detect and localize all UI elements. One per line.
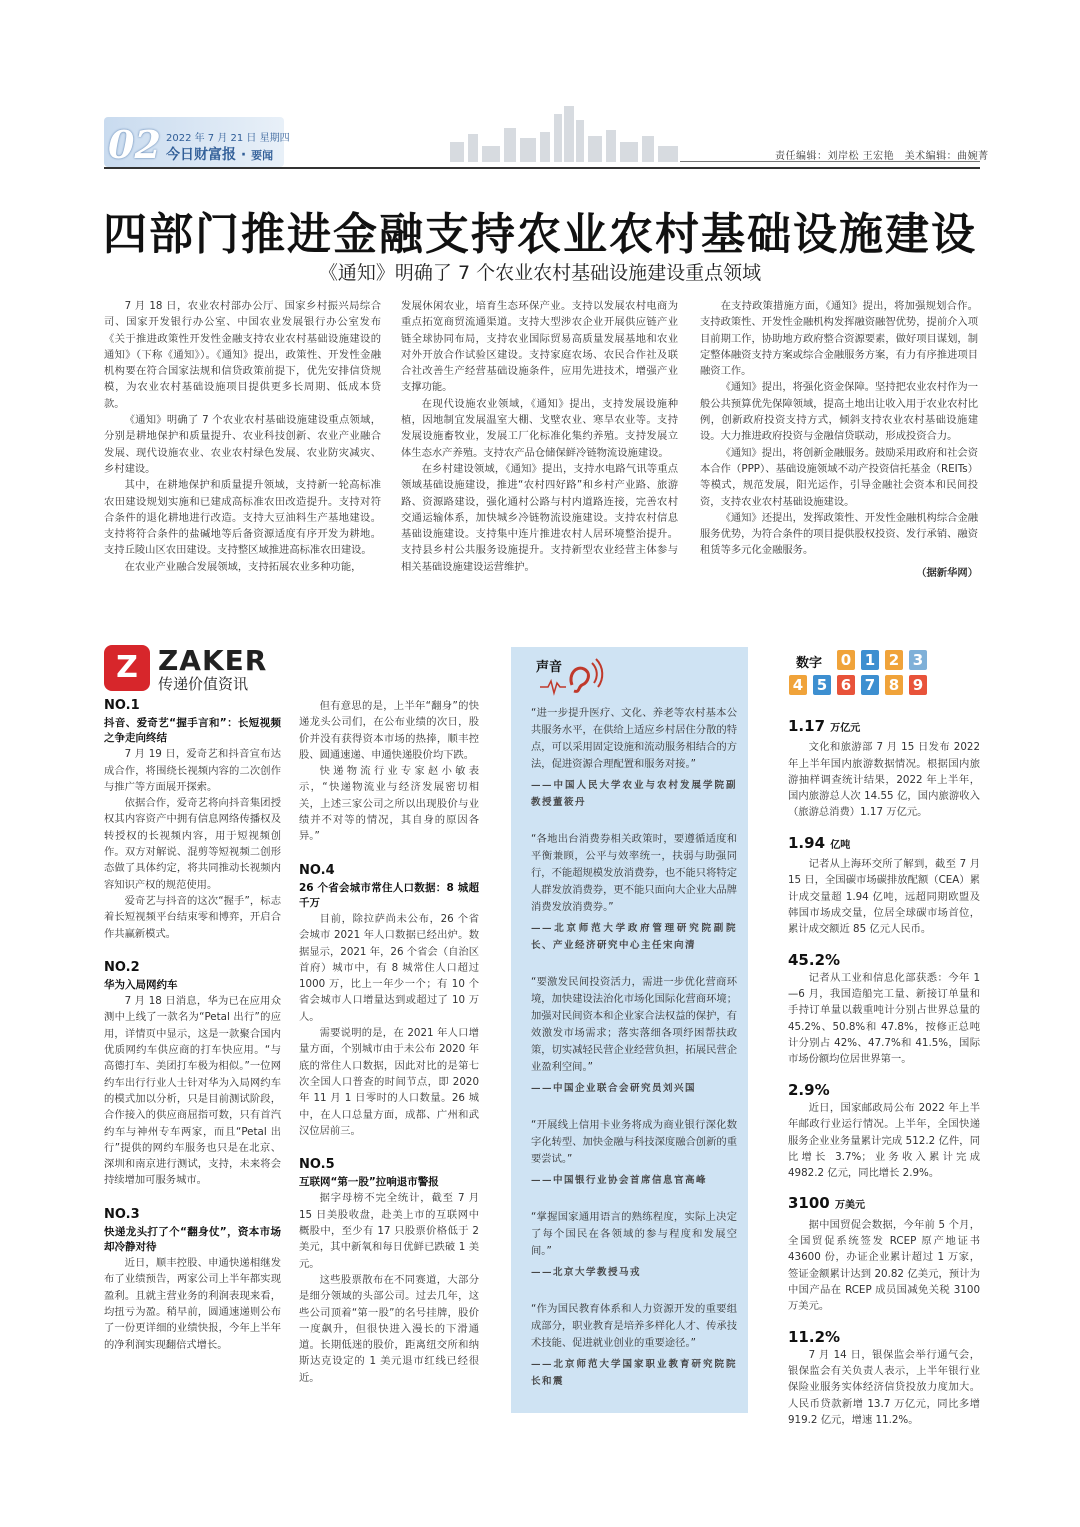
news-title: 快递龙头打了个“翻身仗”，资本市场却冷静对待 <box>104 1226 281 1254</box>
voice-quotes <box>531 705 737 1410</box>
section-name: 要闻 <box>251 149 274 162</box>
digit-tile: 3 <box>909 650 927 670</box>
number-figure: 2.9% <box>788 1080 830 1099</box>
paragraph: 《通知》提出，将创新金融服务。鼓励采用政府和社会资本合作（PPP）、基础设施领域不动产投资信托基金（REITs）等模式，规范发展，阳光运作，引导金融社会资本和民间投资，支持农业农村基础设施建设。 <box>700 446 979 508</box>
news-title: 互联网“第一股”拉响退市警报 <box>299 1176 439 1189</box>
digit-tile: 4 <box>789 675 807 695</box>
number-unit: 万亿元 <box>830 723 861 734</box>
quote-text: “掌握国家通用语言的熟练程度，实际上决定了每个国民在各领域的参与程度和发展空间。” <box>531 1211 737 1257</box>
quote-text: “开展线上信用卡业务将成为商业银行深化数字化转型、加快金融与科技深度融合创新的重要尝试。” <box>531 1119 737 1165</box>
number-text: 7 月 14 日，银保监会举行通气会，银保监会有关负责人表示，上半年银行业保险业服务实体经济信贷投放力度加大。人民币贷款新增 13.7 万亿元，同比多增 919.2 亿元，增速 11.2%。 <box>788 1348 980 1426</box>
news-paragraph: 快递物流行业专家赵小敏表示，“快递物流业与经济发展密切相关，上述三家公司之所以出现股价与业绩并不对等的情况，其自身的原因各异。” <box>299 765 479 843</box>
news-paragraph: 目前，除拉萨尚未公布，26 个省会城市 2021 年人口数据已经出炉。数据显示，2021 年，26 个省会（自治区首府）城市中，有 8 城常住人口超过 1000 万，比上一年少一个；有 10 个省会城市人口增量达到或超过了 10 万人。 <box>299 912 479 1023</box>
digit-tile: 9 <box>909 675 927 695</box>
number-value <box>788 835 980 854</box>
number-value <box>788 952 980 968</box>
header-rule <box>104 167 980 169</box>
page-number: 02 <box>108 122 161 167</box>
number-value <box>788 1195 980 1214</box>
digit-tile: 7 <box>861 675 879 695</box>
article-column-2 <box>401 298 678 575</box>
zaker-name: ZAKER <box>158 644 268 677</box>
quote-author: ——中国企业联合会研究员刘兴国 <box>531 1083 697 1094</box>
digit-tile: 0 <box>837 650 855 670</box>
paper-title: 今日财富报 <box>166 147 236 163</box>
digit-tile: 5 <box>813 675 831 695</box>
news-paragraph: 7 月 18 日消息，华为已在应用众测中上线了一款名为“Petal 出行”的应用，详情页中显示，这是一款聚合国内优质网约车供应商的打车快应用。“与高德打车、美团打车极为相似。”一位网约车出行行业人士针对华为入局网约车的模式加以分析，只是目前测试阶段，合作接入的供应商屈指可数，只有首汽约车与神州专车两家，而且“Petal 出行”提供的网约车服务也只是在北京、深圳和南京进行测试，支持，未来将会持续增加可服务城市。 <box>104 995 281 1187</box>
paragraph: 发展休闲农业，培育生态环保产业。支持以发展农村电商为重点拓宽商贸流通渠道。支持大型涉农企业开展供应链产业链全球协同布局，支持农业国际贸易高质量发展基地和农业对外开放合作试验区建设。支持家庭农场、农民合作社及联合社改善生产经营基础设施条件，应用先进技术，增强产业支撑功能。 <box>401 300 678 394</box>
number-value <box>788 718 980 737</box>
number-figure: 1.94 <box>788 833 826 852</box>
zaker-slogan: 传递价值资讯 <box>158 675 249 693</box>
quote-text: “要激发民间投资活力，需进一步优化营商环境，加快建设法治化市场化国际化营商环境；加强对民间资本和企业家合法权益的保护，有效激发市场需求；落实落细各项纾困帮扶政策，切实减轻民营企业经营负担，拓展民营企业盈利空间。” <box>531 976 737 1073</box>
numbers-list <box>788 712 980 1428</box>
paper-name: 今日财富报 · 要闻 <box>166 147 274 163</box>
news-paragraph: 爱奇艺与抖音的这次“握手”，标志着长短视频平台结束零和博弈，开启合作共赢新模式。 <box>104 894 281 940</box>
news-number: NO.4 <box>299 862 335 878</box>
paragraph: 《通知》提出，将强化资金保障。坚持把农业农村作为一般公共预算优先保障领域，提高土地出让收入用于农业农村比例，创新政府投资支持方式，倾斜支持农业农村基础设施建设。大力推进政府投资与金融信贷联动，形成投资合力。 <box>700 381 979 443</box>
news-paragraph: 依据合作，爱奇艺将向抖音集团授权其内容资产中拥有信息网络传播权及转授权的长视频内容，用于短视频创作。双方对解说、混剪等短视频二创形态做了具体约定，将共同推动长视频内容知识产权的规范使用。 <box>104 797 281 891</box>
news-number: NO.1 <box>104 698 140 713</box>
news-title: 26 个省会城市常住人口数据：8 城超千万 <box>299 881 479 909</box>
number-text: 记者从上海环交所了解到，截至 7 月 15 日，全国碳市场碳排放配额（CEA）累计成交量超 1.94 亿吨，远超同期欧盟及韩国市场成交量，位居全球碳市场首位，累计成交额近 85 亿元人民币。 <box>788 858 980 936</box>
number-value <box>788 1082 980 1098</box>
number-text: 记者从工业和信息化部获悉：今年 1—6 月，我国造船完工量、新接订单量和手持订单量以载重吨计分别占世界总量的 45.2%、50.8%和 47.8%，按修正总吨计分别占 42%、47.7%和 41.5%，国际市场份额均位居世界第一。 <box>788 971 980 1066</box>
news-title: 抖音、爱奇艺“握手言和”：长短视频之争走向终结 <box>104 717 281 745</box>
paragraph: 在农业产业融合发展领域，支持拓展农业多种功能， <box>124 560 362 573</box>
news-paragraph: 这些股票散布在不同赛道，大部分是细分领域的头部公司。过去几年，这些公司顶着“第一股”的名号挂牌，股价一度飙升，但很快进入漫长的下滑通道。长期低迷的股价，距离纽交所和纳斯达克设定的 1 美元退市红线已经很近。 <box>299 1273 479 1384</box>
article-column-3 <box>700 298 978 581</box>
news-paragraph: 近日，顺丰控股、申通快递相继发布了业绩预告，两家公司上半年都实现盈利。且就主营业务的利润表现来看，均扭亏为盈。稍早前，圆通速递则公布了一份更详细的业绩快报，今年上半年的净利润实现翻倍式增长。 <box>104 1257 281 1351</box>
number-unit: 万美元 <box>834 1200 865 1212</box>
digit-tile: 8 <box>885 675 903 695</box>
digit-tile: 2 <box>885 650 903 670</box>
zaker-logo-icon: Z <box>104 645 150 691</box>
paragraph: 7 月 18 日，农业农村部办公厅、国家乡村振兴局综合司、国家开发银行办公室、中国农业发展银行办公室发布《关于推进政策性开发性金融支持农业农村基础设施建设的通知》（下称《通知》）。《通知》提出，政策性、开发性金融机构要在符合国家法规和信贷政策前提下，优先安排信贷规模，为农业农村基础设施项目提供更多长周期、低成本贷款。 <box>104 300 381 410</box>
quote-author: ——北京师范大学政府管理研究院副院长、产业经济研究中心主任宋向清 <box>531 923 737 951</box>
article-subheadline: 《通知》明确了 7 个农业农村基础设施建设重点领域 <box>318 262 762 284</box>
number-text: 近日，国家邮政局公布 2022 年上半年邮政行业运行情况。上半年，全国快递服务企业业务量累计完成 512.2 亿件，同比增长 3.7%；业务收入累计完成 4982.2 亿元，同比增长 2.9%。 <box>788 1101 980 1180</box>
number-value <box>788 1329 980 1345</box>
news-paragraph: 但有意思的是，上半年“翻身”的快递龙头公司们，在公布业绩的次日，股价并没有获得资本市场的热捧，顺丰控股、圆通速递、申通快递股价均下跌。 <box>299 700 479 761</box>
issue-date: 2022 年 7 月 21 日 星期四 <box>166 133 290 144</box>
news-title: 华为入局网约车 <box>104 979 178 992</box>
quote-text: “进一步提升医疗、文化、养老等农村基本公共服务水平，在供给上适应乡村居住分散的特点，可以采用固定设施和流动服务相结合的方法，促进资源合理配置和服务对接。” <box>531 707 737 770</box>
news-paragraph: 据字母榜不完全统计，截至 7 月 15 日美股收盘，赴美上市的互联网中概股中，至少有 17 只股票价格低于 2 美元，其中新氧和每日优鲜已跌破 1 美元。 <box>299 1192 479 1270</box>
number-text: 据中国贸促会数据，今年前 5 个月，全国贸促系统签发 RCEP 原产地证书 43600 份，办证企业累计超过 1 万家，签证金额累计达到 20.82 亿美元，预计为中国产品在 RCEP 成员国减免关税 3100 万美元。 <box>788 1218 980 1313</box>
number-figure: 1.17 <box>788 717 826 735</box>
skyline-illustration <box>440 102 690 162</box>
news-paragraph: 需要说明的是，在 2021 年人口增量方面，个别城市由于未公布 2020 年底的常住人口数据，因此对比的是第七次全国人口普查的时间节点，即 2020 年 11 月 1 日零时的人口数量。26 城中，在人口总量方面，成都、广州和武汉位居前三。 <box>299 1027 479 1137</box>
paragraph: 在现代设施农业领域，《通知》提出，支持发展设施种植，因地制宜发展温室大棚、戈壁农业、寒旱农业等。支持发展设施畜牧业，发展工厂化标准化集约养殖。支持发展立体生态水产养殖。支持农产品仓储保鲜冷链物流设施建设。 <box>401 397 678 459</box>
number-unit: 亿吨 <box>830 839 851 851</box>
numbers-title: 数字 <box>796 656 823 671</box>
digit-tiles-row2 <box>789 675 939 699</box>
paragraph: 《通知》明确了 7 个农业农村基础设施建设重点领域，分别是耕地保护和质量提升、农业科技创新、农业产业融合发展、现代设施农业、农业农村绿色发展、农业防灾减灾、乡村建设。 <box>104 414 381 475</box>
news-paragraph: 7 月 19 日，爱奇艺和抖音宣布达成合作，将围绕长视频内容的二次创作与推广等方面展开探索。 <box>104 748 281 793</box>
quote-author: ——中国银行业协会首席信息官高峰 <box>531 1175 708 1186</box>
zaker-column-b <box>299 698 479 1386</box>
news-number: NO.5 <box>299 1157 335 1173</box>
paragraph: 在乡村建设领域，《通知》提出，支持水电路气讯等重点领域基础设施建设，推进“农村四好路”和乡村产业路、旅游路、资源路建设，强化通村公路与村内道路连接，完善农村交通运输体系，加快城乡冷链物流设施建设。支持农村信息基础设施建设。支持集中连片推进农村人居环境整治提升。支持县乡村公共服务设施提升。支持新型农业经营主体参与相关基础设施建设运营维护。 <box>401 462 678 573</box>
paragraph: 其中，在耕地保护和质量提升领域，支持新一轮高标准农田建设规划实施和已建成高标准农田改造提升。支持对符合条件的退化耕地进行改造。支持大豆油料生产基地建设。支持将符合条件的盐碱地等后备资源适度有序开发为耕地。支持丘陵山区农田建设。支持整区域推进高标准农田建设。 <box>104 479 381 557</box>
paragraph: 《通知》还提出，发挥政策性、开发性金融机构综合金融服务优势，为符合条件的项目提供股权投资、发行承销、融资租赁等多元化金融服务。 <box>700 511 979 557</box>
news-number: NO.2 <box>104 959 140 975</box>
news-number: NO.3 <box>104 1206 140 1222</box>
quote-text: “作为国民教育体系和人力资源开发的重要组成部分，职业教育是培养多样化人才、传承技术技能、促进就业创业的重要途径。” <box>531 1303 737 1349</box>
paragraph: 在支持政策措施方面，《通知》提出，将加强规划合作。支持政策性、开发性金融机构发挥融资融智优势，提前介入项目前期工作，协助地方政府整合资源要素，做好项目谋划，制定整体融资支持方案或综合金融服务方案，有力有序推进项目融资工作。 <box>700 300 979 378</box>
quote-text: “各地出台消费券相关政策时，要遵循适度和平衡兼顾，公平与效率统一，扶弱与助强同行，不能超规模发放消费券，也不能只将特定人群发放消费券，更不能只面向大企业大品牌消费发放消费券。” <box>531 833 737 913</box>
digit-tile: 6 <box>837 675 855 695</box>
ear-soundwave-icon <box>538 655 608 697</box>
quote-author: ——北京大学教授马戎 <box>531 1267 642 1278</box>
voice-title: 声音 <box>536 660 563 675</box>
quote-author: ——北京师范大学国家职业教育研究院院长和震 <box>531 1359 737 1387</box>
number-figure: 45.2% <box>788 950 841 969</box>
quote-author: ——中国人民大学农业与农村发展学院副教授董筱丹 <box>531 780 737 808</box>
zaker-column-a <box>104 692 281 1353</box>
article-source: （据新华网） <box>916 566 978 579</box>
editors-credit: 责任编辑：刘岸松 王宏艳 美术编辑：曲婉菁 <box>775 151 989 162</box>
number-text: 文化和旅游部 7 月 15 日发布 2022 年上半年国内旅游数据情况。根据国内旅游抽样调查统计结果，2022 年上半年，国内旅游总人次 14.55 亿，国内旅游收入（旅游总消费）1.17 万亿元。 <box>788 741 980 819</box>
digit-tile: 1 <box>861 650 879 670</box>
article-headline: 四部门推进金融支持农业农村基础设施建设 <box>103 209 977 260</box>
number-figure: 3100 <box>788 1194 830 1213</box>
number-figure: 11.2% <box>788 1327 841 1346</box>
article-column-1 <box>104 298 381 575</box>
